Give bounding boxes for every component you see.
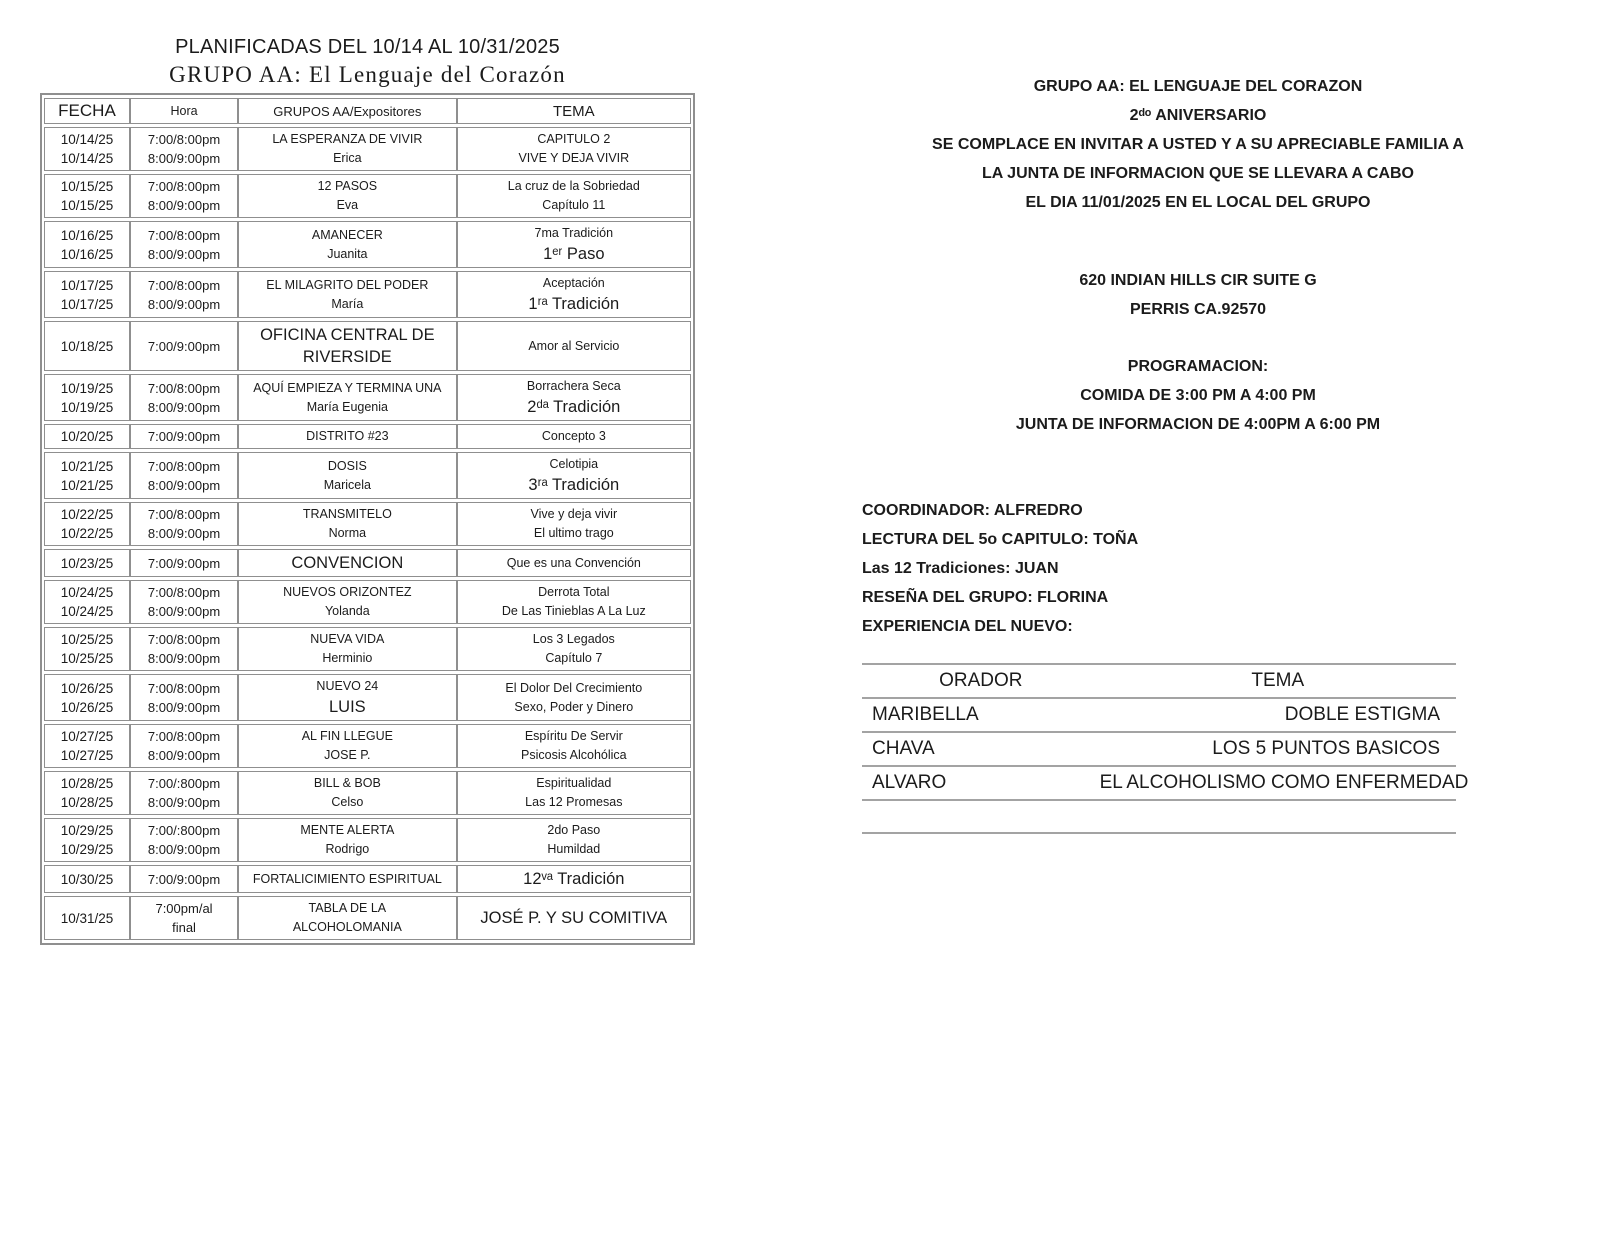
header-tema: TEMA [457, 98, 691, 124]
cell-fecha [44, 896, 130, 940]
speaker-topic: EL ALCOHOLISMO COMO ENFERMEDAD [1100, 766, 1456, 800]
cell-line: 10/24/25 [60, 585, 114, 600]
speaker-topic: DOBLE ESTIGMA [1100, 698, 1456, 732]
cell-grupo [238, 580, 457, 624]
cell-hora [130, 627, 238, 671]
cell-line: 10/22/25 [60, 526, 114, 541]
cell-line: Maricela [323, 477, 371, 492]
cell-line: Amor al Servicio [528, 338, 620, 353]
schedule-row [44, 374, 691, 421]
cell-hora [130, 549, 238, 577]
schedule-row [44, 674, 691, 721]
speakers-table [862, 663, 1469, 801]
cell-line: 10/27/25 [60, 729, 114, 744]
header-grupos: GRUPOS AA/Expositores [238, 98, 457, 124]
cell-line: EL MILAGRITO DEL PODER [266, 277, 429, 292]
invitation-heading-line: 2ᵈᵒ ANIVERSARIO [1129, 107, 1267, 124]
role-line: Las 12 Tradiciones: JUAN [862, 560, 1059, 577]
cell-line: 8:00/9:00pm [147, 842, 221, 857]
cell-line: 7:00/8:00pm [147, 227, 221, 243]
speaker-row [862, 698, 1456, 732]
role-line: LECTURA DEL 5o CAPITULO: TOÑA [862, 531, 1139, 548]
cell-grupo [238, 271, 457, 318]
cell-hora [130, 896, 238, 940]
cell-line: 8:00/9:00pm [147, 198, 221, 213]
cell-fecha [44, 674, 130, 721]
cell-grupo [238, 424, 457, 449]
cell-line: Erica [333, 151, 362, 165]
cell-line: DISTRITO #23 [306, 429, 389, 443]
speaker-row [862, 732, 1456, 766]
cell-line: 8:00/9:00pm [147, 296, 221, 312]
schedule-row [44, 127, 691, 171]
cell-line: De Las Tinieblas A La Luz [501, 604, 646, 618]
cell-line: FORTALICIMIENTO ESPIRITUAL [252, 871, 442, 886]
cell-line: Sexo, Poder y Dinero [514, 699, 634, 714]
cell-line: 2ᵈᵃ Tradición [527, 398, 621, 416]
cell-line: 10/28/25 [60, 776, 114, 791]
cell-hora [130, 502, 238, 546]
schedule-row [44, 818, 691, 862]
cell-line: TABLA DE LA [308, 901, 387, 915]
cell-grupo [238, 502, 457, 546]
role-line: COORDINADOR: ALFREDRO [862, 502, 1083, 519]
cell-grupo [238, 627, 457, 671]
speaker-name: CHAVA [862, 732, 1100, 766]
cell-hora [130, 580, 238, 624]
cell-hora [130, 771, 238, 815]
invitation-heading [862, 72, 1534, 217]
cell-line: Yolanda [324, 604, 370, 618]
header-speakers-tema: TEMA [1100, 664, 1456, 698]
cell-fecha [44, 549, 130, 577]
cell-line: 10/16/25 [60, 227, 114, 243]
cell-line: 10/28/25 [60, 795, 114, 810]
cell-line: Rodrigo [325, 842, 370, 856]
schedule-row [44, 424, 691, 449]
cell-line: Aceptación [542, 276, 605, 290]
schedule-section [40, 36, 695, 945]
cell-line: 7:00/8:00pm [147, 458, 221, 474]
cell-line: Humildad [547, 842, 601, 856]
cell-line: VIVE Y DEJA VIVIR [518, 151, 630, 165]
cell-grupo [238, 865, 457, 893]
cell-grupo [238, 127, 457, 171]
cell-line: 7:00pm/al [155, 901, 213, 916]
cell-hora [130, 818, 238, 862]
cell-line: 7:00/8:00pm [147, 380, 221, 396]
invitation-heading-line: EL DIA 11/01/2025 EN EL LOCAL DEL GRUPO [1025, 194, 1371, 211]
cell-grupo [238, 452, 457, 499]
speakers-table-body [862, 698, 1469, 800]
cell-line: 8:00/9:00pm [147, 604, 221, 619]
speaker-name: ALVARO [862, 766, 1100, 800]
program-line: PROGRAMACION: [1127, 358, 1269, 375]
cell-line: Celso [331, 795, 364, 809]
program-line: JUNTA DE INFORMACION DE 4:00PM A 6:00 PM [1015, 416, 1381, 433]
cell-line: 10/20/25 [60, 429, 114, 444]
cell-line: 8:00/9:00pm [147, 699, 221, 715]
cell-hora [130, 174, 238, 218]
cell-line: Los 3 Legados [532, 632, 615, 646]
cell-line: 7:00/8:00pm [147, 277, 221, 293]
cell-line: 7:00/8:00pm [147, 179, 221, 194]
cell-tema [457, 674, 691, 721]
cell-line: NUEVO 24 [316, 679, 379, 693]
role-line: EXPERIENCIA DEL NUEVO: [862, 618, 1073, 635]
header-fecha: FECHA [44, 98, 130, 124]
cell-tema [457, 865, 691, 893]
cell-line: 7:00/8:00pm [147, 585, 221, 600]
schedule-row [44, 502, 691, 546]
cell-tema [457, 221, 691, 268]
cell-line: 3ʳᵃ Tradición [528, 476, 620, 494]
cell-tema [457, 580, 691, 624]
schedule-row [44, 896, 691, 940]
cell-line: La cruz de la Sobriedad [507, 179, 640, 193]
cell-line: 10/22/25 [60, 507, 114, 522]
speakers-header-row [862, 664, 1456, 698]
schedule-row [44, 452, 691, 499]
cell-line: Las 12 Promesas [525, 795, 623, 809]
cell-line: 7:00/9:00pm [147, 871, 221, 887]
cell-line: 7ma Tradición [534, 226, 614, 240]
cell-line: 10/18/25 [60, 338, 114, 354]
schedule-row [44, 271, 691, 318]
cell-line: 8:00/9:00pm [147, 748, 221, 763]
cell-fecha [44, 627, 130, 671]
cell-line: 8:00/9:00pm [147, 651, 221, 666]
cell-line: Eva [336, 198, 359, 212]
cell-line: 10/17/25 [60, 277, 114, 293]
cell-grupo [238, 549, 457, 577]
cell-hora [130, 865, 238, 893]
cell-line: 10/30/25 [60, 871, 114, 887]
schedule-row [44, 771, 691, 815]
cell-tema [457, 549, 691, 577]
cell-line: 7:00/9:00pm [147, 429, 221, 444]
cell-hora [130, 321, 238, 371]
cell-grupo [238, 674, 457, 721]
cell-grupo [238, 321, 457, 371]
cell-tema [457, 424, 691, 449]
cell-line: 10/26/25 [60, 699, 114, 715]
cell-fecha [44, 724, 130, 768]
cell-line: 8:00/9:00pm [147, 526, 221, 541]
cell-line: 7:00/8:00pm [147, 680, 221, 696]
cell-fecha [44, 452, 130, 499]
cell-fecha [44, 271, 130, 318]
cell-tema [457, 627, 691, 671]
cell-line: Norma [328, 526, 367, 540]
cell-tema [457, 271, 691, 318]
speaker-topic: LOS 5 PUNTOS BASICOS [1100, 732, 1456, 766]
speaker-name: MARIBELLA [862, 698, 1100, 732]
cell-line: 8:00/9:00pm [147, 151, 221, 166]
role-line: RESEÑA DEL GRUPO: FLORINA [862, 589, 1109, 606]
group-name-title: GRUPO AA: El Lenguaje del Corazón [169, 62, 566, 87]
cell-fecha [44, 221, 130, 268]
cell-tema [457, 174, 691, 218]
invitation-heading-line: GRUPO AA: EL LENGUAJE DEL CORAZON [1033, 78, 1363, 95]
cell-grupo [238, 771, 457, 815]
schedule-table [44, 95, 691, 943]
schedule-table-frame [40, 93, 695, 945]
cell-line: 10/26/25 [60, 680, 114, 696]
cell-line: 7:00/8:00pm [147, 632, 221, 647]
address-line: PERRIS CA.92570 [1129, 301, 1267, 318]
cell-line: 10/14/25 [60, 151, 114, 166]
cell-line: 8:00/9:00pm [147, 399, 221, 415]
invitation-heading-line: SE COMPLACE EN INVITAR A USTED Y A SU APRECIABLE FAMILIA A [932, 136, 1464, 153]
cell-line: 10/16/25 [60, 246, 114, 262]
cell-line: 7:00/8:00pm [147, 729, 221, 744]
cell-line: CAPITULO 2 [537, 132, 611, 146]
cell-fecha [44, 865, 130, 893]
cell-line: NUEVA VIDA [310, 632, 385, 646]
cell-line: Derrota Total [538, 585, 610, 599]
cell-tema [457, 321, 691, 371]
cell-line: 10/15/25 [60, 179, 114, 194]
cell-fecha [44, 174, 130, 218]
cell-line: El Dolor Del Crecimiento [505, 680, 643, 695]
cell-line: 10/15/25 [60, 198, 114, 213]
cell-line: Espíritu De Servir [524, 729, 623, 743]
cell-line: DOSIS [327, 458, 367, 473]
cell-line: Juanita [327, 246, 368, 261]
invitation-address [862, 266, 1534, 324]
cell-line: María Eugenia [306, 399, 388, 414]
cell-line: 10/19/25 [60, 399, 114, 415]
schedule-row [44, 549, 691, 577]
cell-tema [457, 127, 691, 171]
cell-line: Psicosis Alcohólica [521, 748, 627, 762]
schedule-row [44, 724, 691, 768]
cell-grupo [238, 374, 457, 421]
schedule-header-row [44, 98, 691, 124]
cell-line: Capítulo 7 [545, 651, 603, 665]
address-line: 620 INDIAN HILLS CIR SUITE G [1079, 272, 1317, 289]
cell-line: CONVENCION [291, 554, 404, 572]
cell-line: 7:00/8:00pm [147, 507, 221, 522]
speaker-row [862, 766, 1456, 800]
cell-line: LA ESPERANZA DE VIVIR [272, 132, 423, 146]
cell-line: Concepto 3 [541, 429, 606, 443]
cell-hora [130, 271, 238, 318]
cell-fecha [44, 818, 130, 862]
cell-line: NUEVOS ORIZONTEZ [283, 585, 412, 599]
cell-line: 10/27/25 [60, 748, 114, 763]
cell-tema [457, 896, 691, 940]
cell-line: AQUÍ EMPIEZA Y TERMINA UNA [253, 380, 442, 395]
cell-line: 10/21/25 [60, 458, 114, 474]
cell-line: 7:00/:800pm [147, 776, 221, 791]
cell-grupo [238, 818, 457, 862]
cell-tema [457, 818, 691, 862]
schedule-row [44, 321, 691, 371]
cell-line: 8:00/9:00pm [147, 477, 221, 493]
cell-tema [457, 502, 691, 546]
cell-hora [130, 674, 238, 721]
cell-tema [457, 724, 691, 768]
cell-tema [457, 374, 691, 421]
cell-tema [457, 771, 691, 815]
cell-line: María [331, 296, 364, 311]
cell-line: 10/17/25 [60, 296, 114, 312]
cell-grupo [238, 174, 457, 218]
cell-line: BILL & BOB [313, 776, 381, 790]
schedule-row [44, 174, 691, 218]
cell-hora [130, 452, 238, 499]
header-hora: Hora [130, 98, 238, 124]
cell-fecha [44, 424, 130, 449]
cell-grupo [238, 896, 457, 940]
cell-line: 10/25/25 [60, 651, 114, 666]
cell-fecha [44, 502, 130, 546]
cell-fecha [44, 321, 130, 371]
cell-line: JOSE P. [324, 748, 371, 762]
cell-line: 8:00/9:00pm [147, 795, 221, 810]
cell-line: 10/25/25 [60, 632, 114, 647]
cell-fecha [44, 374, 130, 421]
cell-line: 10/31/25 [60, 910, 114, 926]
cell-line: 12 PASOS [317, 179, 378, 193]
cell-line: 10/29/25 [60, 823, 114, 838]
cell-line: 12ᵛᵃ Tradición [523, 870, 625, 888]
cell-line: 7:00/:800pm [147, 823, 221, 838]
cell-line: Espiritualidad [536, 776, 612, 790]
cell-fecha [44, 127, 130, 171]
cell-line: MENTE ALERTA [300, 823, 395, 837]
cell-line: 2do Paso [547, 823, 601, 837]
cell-line: AMANECER [311, 227, 383, 242]
cell-line: 7:00/9:00pm [147, 555, 221, 571]
cell-line: 7:00/8:00pm [147, 132, 221, 147]
cell-line: 10/14/25 [60, 132, 114, 147]
schedule-table-body [44, 127, 691, 940]
schedule-row [44, 627, 691, 671]
cell-line: 10/29/25 [60, 842, 114, 857]
cell-line: 10/24/25 [60, 604, 114, 619]
cell-line: 8:00/9:00pm [147, 246, 221, 262]
invitation-heading-line: LA JUNTA DE INFORMACION QUE SE LLEVARA A CABO [982, 165, 1414, 182]
cell-line: Que es una Convención [506, 555, 641, 570]
cell-fecha [44, 580, 130, 624]
cell-line: LUIS [329, 698, 366, 716]
invitation-roles [862, 496, 1534, 641]
schedule-row [44, 865, 691, 893]
cell-line: Vive y deja vivir [530, 507, 618, 521]
cell-line: 10/21/25 [60, 477, 114, 493]
cell-line: RIVERSIDE [302, 348, 392, 366]
cell-hora [130, 221, 238, 268]
cell-line: 1ʳᵃ Tradición [528, 295, 620, 313]
cell-line: Celotipia [549, 457, 599, 471]
cell-line: 7:00/9:00pm [147, 338, 221, 354]
schedule-row [44, 221, 691, 268]
cell-line: final [172, 920, 196, 935]
cell-hora [130, 374, 238, 421]
cell-line: Borrachera Seca [526, 379, 621, 393]
invitation-section [862, 72, 1534, 834]
cell-line: Capítulo 11 [542, 198, 606, 212]
cell-line: 1ᵉʳ Paso [543, 245, 605, 263]
cell-hora [130, 724, 238, 768]
schedule-title: PLANIFICADAS DEL 10/14 AL 10/31/2025 [175, 36, 560, 58]
cell-grupo [238, 724, 457, 768]
cell-grupo [238, 221, 457, 268]
cell-fecha [44, 771, 130, 815]
cell-hora [130, 424, 238, 449]
schedule-row [44, 580, 691, 624]
cell-line: 10/23/25 [60, 555, 114, 571]
bottom-rule [862, 832, 1456, 834]
cell-hora [130, 127, 238, 171]
cell-line: TRANSMITELO [302, 507, 392, 521]
program-line: COMIDA DE 3:00 PM A 4:00 PM [1080, 387, 1316, 404]
cell-line: JOSÉ P. Y SU COMITIVA [480, 909, 668, 927]
cell-tema [457, 452, 691, 499]
cell-line: AL FIN LLEGUE [301, 729, 393, 743]
cell-line: El ultimo trago [533, 526, 614, 540]
cell-line: Herminio [322, 651, 373, 665]
cell-line: OFICINA CENTRAL DE [260, 326, 435, 344]
cell-line: 10/19/25 [60, 380, 114, 396]
invitation-program [862, 352, 1534, 439]
header-orador: ORADOR [862, 664, 1100, 698]
cell-line: ALCOHOLOMANIA [292, 920, 402, 934]
